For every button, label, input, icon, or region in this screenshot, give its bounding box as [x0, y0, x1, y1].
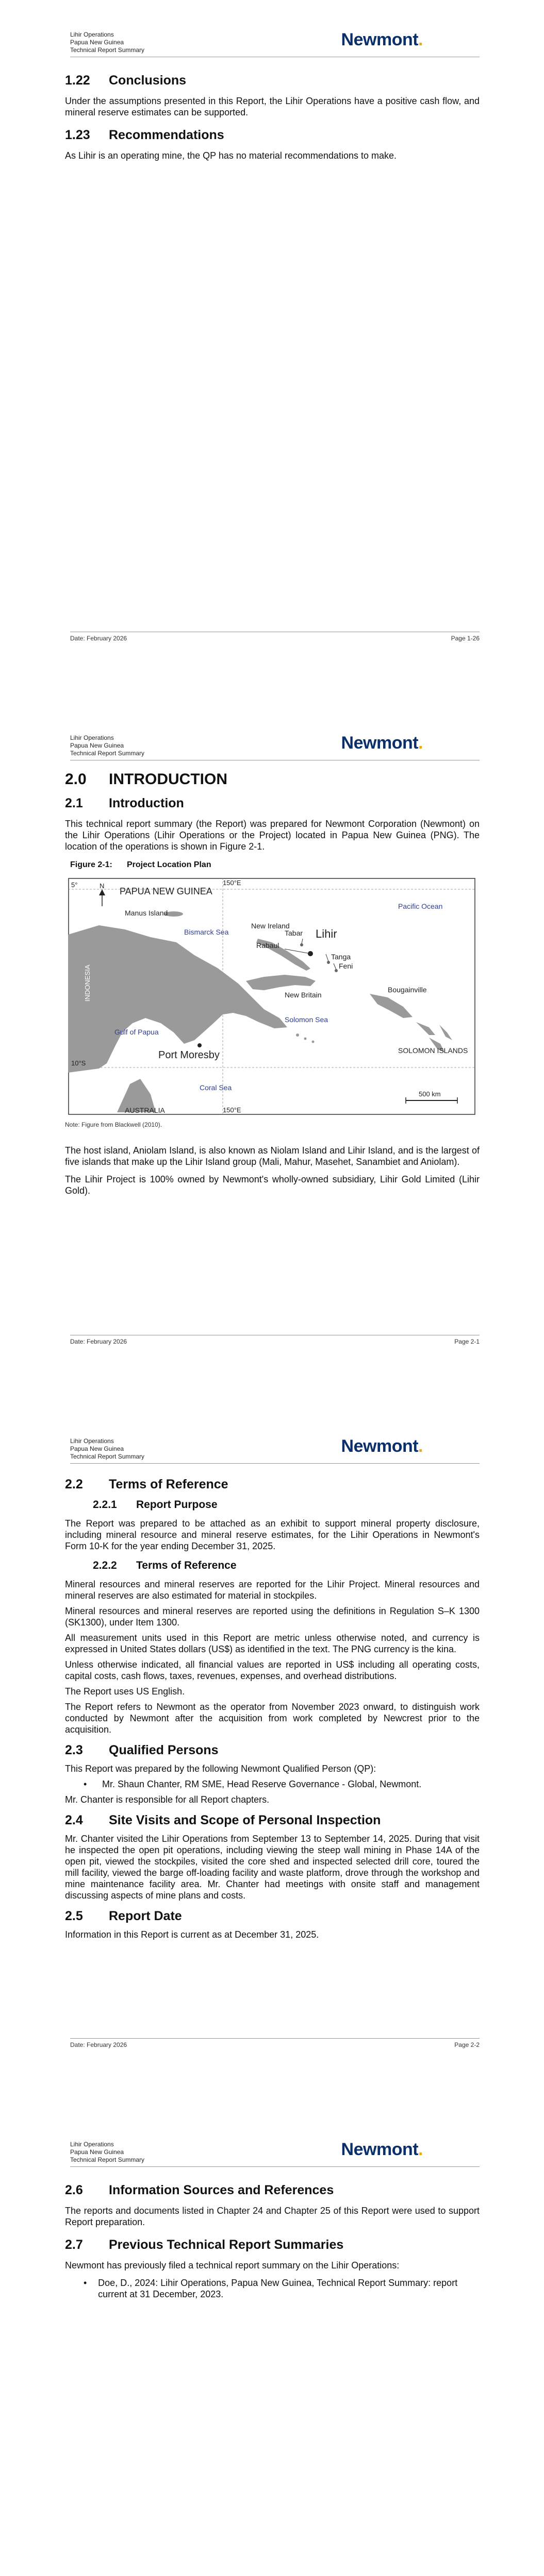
map-label-coral-sea: Coral Sea — [200, 1083, 232, 1092]
section-heading: 2.4 Site Visits and Scope of Personal Inspection — [65, 1813, 381, 1827]
paragraph: Newmont has previously filed a technical report summary on the Lihir Operations: — [65, 2260, 400, 2270]
newmont-logo: Newmont. — [341, 30, 423, 49]
section-heading: 2.7 Previous Technical Report Summaries — [65, 2238, 344, 2252]
chapter-heading: 2.0 INTRODUCTION — [65, 771, 227, 788]
header-line: Technical Report Summary — [70, 46, 145, 54]
header-line: Lihir Operations — [70, 31, 114, 38]
page-footer — [70, 635, 480, 642]
paragraph: This technical report summary (the Report) was prepared for Newmont Corporation (Newmont) on the Lihir Operations (Lihir Operations or the Project) located in Papua New Guinea (PNG). The location of the operations is shown in Figure 2-1. — [65, 819, 480, 852]
footer-date: Date: February 2026 — [70, 635, 127, 642]
header-line: Lihir Operations — [70, 1437, 114, 1445]
map-label-gulf: Gulf of Papua — [114, 1028, 159, 1036]
page-footer — [70, 2041, 480, 2048]
map-title: PAPUA NEW GUINEA — [120, 886, 212, 896]
project-location-map — [68, 878, 475, 1115]
map-label-pacific: Pacific Ocean — [398, 902, 443, 910]
lon-label: 150°E — [223, 1106, 241, 1114]
map-label-new-ireland: New Ireland — [251, 922, 290, 930]
paragraph: The reports and documents listed in Chapter 24 and Chapter 25 of this Report were used to support Report preparation. — [65, 2206, 480, 2227]
page-header — [70, 734, 144, 757]
map-label-solomon-islands: SOLOMON ISLANDS — [398, 1046, 468, 1055]
page-header — [70, 1437, 144, 1461]
map-label-port-moresby: Port Moresby — [158, 1049, 220, 1061]
paragraph: Unless otherwise indicated, all financial values are reported in US$ including all operating costs, capital costs, cash flows, taxes, revenues, expenses, and overhead distributions. — [65, 1659, 480, 1681]
subsection-heading: 2.2.1 Report Purpose — [93, 1499, 218, 1511]
newmont-logo: Newmont. — [341, 2140, 423, 2159]
header-line: Papua New Guinea — [70, 742, 124, 749]
header-line: Technical Report Summary — [70, 750, 145, 757]
page-footer — [70, 1338, 480, 1345]
section-heading: 2.2 Terms of Reference — [65, 1477, 228, 1492]
header-line: Technical Report Summary — [70, 2156, 145, 2163]
map-label-new-britain: New Britain — [285, 991, 322, 999]
figure-caption: Figure 2-1: Project Location Plan — [70, 860, 211, 869]
map-label-tanga: Tanga — [331, 953, 351, 961]
section-heading: 1.22 Conclusions — [65, 73, 187, 88]
svg-text:N: N — [100, 882, 105, 890]
page-body — [65, 2184, 480, 2300]
header-line: Technical Report Summary — [70, 1453, 145, 1460]
section-heading: 2.3 Qualified Persons — [65, 1743, 219, 1757]
paragraph: Mr. Chanter visited the Lihir Operations from September 13 to September 14, 2025. During that visit he inspected the open pit operations, including viewing the steep wall mining in Phase 14A of the open pit, viewed the stockpiles, visited the core shed and inspected selected drill core, toured the mill facility, viewed the barge off-loading facility and waste platform, drove through the workshop and mine maintenance facility area. Mr. Chanter had meetings with onsite staff and management discussing aspects of mine plans and costs. — [65, 1834, 480, 1901]
page-2 — [0, 703, 544, 1406]
header-line: Lihir Operations — [70, 734, 114, 741]
page-header — [70, 2141, 144, 2164]
section-heading: 1.23 Recommendations — [65, 128, 224, 142]
page-number: Page 1-26 — [451, 635, 480, 642]
newmont-logo: Newmont. — [341, 1436, 423, 1456]
header-rule — [70, 2166, 480, 2167]
header-line: Papua New Guinea — [70, 39, 124, 46]
page-4 — [0, 2110, 544, 2576]
map-label-bismarck: Bismarck Sea — [184, 928, 229, 936]
footer-rule — [70, 2038, 480, 2039]
paragraph: The Report uses US English. — [65, 1686, 185, 1697]
lon-label: 150°E — [223, 879, 241, 887]
header-line: Papua New Guinea — [70, 1445, 124, 1452]
footer-date: Date: February 2026 — [70, 2041, 127, 2048]
list-item: • Doe, D., 2024: Lihir Operations, Papua New Guinea, Technical Report Summary: report current at 31 December, 2023. — [84, 2278, 458, 2299]
paragraph: Under the assumptions presented in this Report, the Lihir Operations have a positive cash flow, and mineral reserve estimates can be supported. — [65, 96, 480, 117]
map-label-indonesia: INDONESIA — [84, 964, 91, 1002]
footer-date: Date: February 2026 — [70, 1338, 127, 1345]
header-line: Papua New Guinea — [70, 2148, 124, 2156]
paragraph: Mineral resources and mineral reserves are reported using the definitions in Regulation S–K 1300 (SK1300), under Item 1300. — [65, 1606, 480, 1628]
paragraph: The Report refers to Newmont as the operator from November 2023 onward, to distinguish work conducted by Newmont after the acquisition from work completed by Newcrest prior to the acquisition. — [65, 1702, 480, 1735]
svg-text:500 km: 500 km — [419, 1090, 441, 1098]
map-label-lihir: Lihir — [316, 927, 337, 940]
map-label-manus: Manus Island — [125, 909, 168, 917]
section-heading: 2.1 Introduction — [65, 796, 184, 810]
paragraph: As Lihir is an operating mine, the QP has no material recommendations to make. — [65, 150, 397, 161]
paragraph: All measurement units used in this Report are metric unless otherwise noted, and currency is expressed in United States dollars (US$) as identified in the text. The PNG currency is the kina. — [65, 1633, 480, 1654]
map-label-rabaul: Rabaul — [256, 941, 279, 950]
page-number: Page 2-2 — [454, 2041, 480, 2048]
map-label-australia: AUSTRALIA — [125, 1106, 165, 1114]
map-label-solomon-sea: Solomon Sea — [285, 1015, 328, 1024]
map-label-feni: Feni — [339, 962, 353, 970]
figure-note: Note: Figure from Blackwell (2010). — [65, 1121, 162, 1128]
paragraph: Mineral resources and mineral reserves are reported for the Lihir Project. Mineral resources and mineral reserves are also estimated for material in stockpiles. — [65, 1579, 480, 1601]
subsection-heading: 2.2.2 Terms of Reference — [93, 1560, 237, 1571]
page-body — [65, 771, 480, 1196]
page-body — [65, 1479, 480, 1940]
page-1 — [0, 0, 544, 703]
paragraph: The Lihir Project is 100% owned by Newmont's wholly-owned subsidiary, Lihir Gold Limited (Lihir Gold). — [65, 1174, 480, 1196]
list-item: • Mr. Shaun Chanter, RM SME, Head Reserve Governance - Global, Newmont. — [84, 1779, 422, 1789]
header-line: Lihir Operations — [70, 2141, 114, 2148]
page-header — [70, 31, 144, 54]
lat-label: 5° — [71, 881, 78, 889]
lat-label: 10°S — [71, 1059, 86, 1067]
paragraph: Information in this Report is current as at December 31, 2025. — [65, 1929, 319, 1940]
paragraph: The Report was prepared to be attached as an exhibit to support mineral property disclosure, including mineral resource and mineral reserve estimates, for the Lihir Operations in Newmont's Form 10-K for the year ending December 31, 2025. — [65, 1518, 480, 1551]
page-body — [65, 75, 480, 161]
paragraph: This Report was prepared by the following Newmont Qualified Person (QP): — [65, 1764, 376, 1774]
section-heading: 2.6 Information Sources and References — [65, 2183, 334, 2197]
paragraph: The host island, Aniolam Island, is also known as Niolam Island and Lihir Island, and is the largest of five islands that make up the Lihir Island group (Mali, Mahur, Masehet, Sanambiet and Aniolam). — [65, 1145, 480, 1167]
page-number: Page 2-1 — [454, 1338, 480, 1345]
newmont-logo: Newmont. — [341, 733, 423, 753]
paragraph: Mr. Chanter is responsible for all Report chapters. — [65, 1794, 270, 1805]
map-label-bougainville: Bougainville — [388, 986, 427, 994]
header-rule — [70, 1463, 480, 1464]
section-heading: 2.5 Report Date — [65, 1909, 182, 1923]
map-label-tabar: Tabar — [285, 929, 303, 937]
page-3 — [0, 1406, 544, 2110]
